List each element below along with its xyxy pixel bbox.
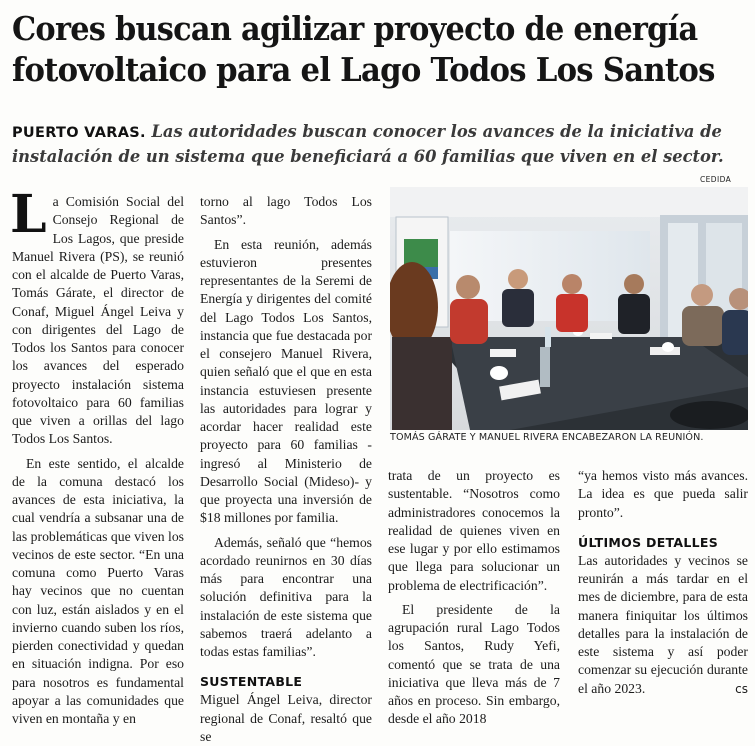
headline-line-1: Cores buscan agilizar proyecto de energía <box>12 9 698 48</box>
paragraph-10 <box>578 552 748 698</box>
article-column-2 <box>200 193 372 746</box>
drop-cap: L <box>10 184 47 245</box>
article-column-4 <box>578 467 748 698</box>
article-column-1 <box>10 184 184 728</box>
paragraph-4: En esta reunión, además estuvieron presentes representantes de la Seremi de Energía y dirigentes del comité del Lago Todos Los Santos, instancia que fue destacada por el consejero Manuel Rivera, quien señaló que el que en esta instancia estuviesen presente las autoridades para lograr y acordar hacer realidad este proyecto para 60 familias - ingresó al Ministerio de Desarrollo Social (Mideso)- y que proyecta una inversión de $18 millones por familia. <box>200 236 372 526</box>
photo-credit: CEDIDA <box>700 175 732 184</box>
subhead-ultimos-detalles: ÚLTIMOS DETALLES <box>578 534 719 550</box>
headline-line-2: fotovoltaico para el Lago Todos Los Santos <box>12 50 715 89</box>
paragraph-8: El presidente de la agrupación rural Lago Todos los Santos, Rudy Yefi, comentó que se trata de una iniciativa que lleva más de 7 años en proceso. Sin embargo, desde el año 2018 <box>388 601 560 727</box>
paragraph-2: En este sentido, el alcalde de la comuna destacó los avances de esta iniciativa, la cual vendría a subsanar una de las problemáticas que viven los vecinos de este sector. “En una comuna como Puerto Varas hay vecinos que no cuentan con luz, están aislados y en el invierno cuando suben los ríos, pierden conectividad y quedan en situación indigna. Por eso para nosotros es fundamental apoyar a las comunidades que viven en montaña y en <box>12 455 184 726</box>
deck-kicker: PUERTO VARAS. <box>12 125 146 141</box>
paragraph-3: torno al lago Todos Los Santos”. <box>200 194 372 228</box>
paragraph-5: Además, señaló que “hemos acordado reunirnos en 30 días más para encontrar una solución definitiva para la instalación de este sistema que sabemos traerá adelanto a todas estas familias”. <box>200 534 372 659</box>
end-mark-icon: cs <box>735 681 748 696</box>
photo-caption: TOMÁS GÁRATE Y MANUEL RIVERA ENCABEZARON LA REUNIÓN. <box>390 432 704 443</box>
headline <box>12 8 747 90</box>
paragraph-9: “ya hemos visto más avances. La idea es que pueda salir pronto”. <box>578 468 748 520</box>
subhead-sustentable: SUSTENTABLE <box>200 674 303 690</box>
paragraph-7: trata de un proyecto es sustentable. “Nosotros como administradores conocemos la realidad de quienes viven en ese lugar y por ello estimamos que llega para solucionar un problema de electrificación”. <box>388 468 560 593</box>
article-column-3 <box>388 467 560 729</box>
meeting-photo <box>390 187 748 430</box>
paragraph-6: Miguel Ángel Leiva, director regional de Conaf, resaltó que se <box>200 692 372 744</box>
deck-text: Las autoridades buscan conocer los avances de la iniciativa de instalación de un sistema que beneficiará a 60 familias que viven en el sector. <box>12 122 724 166</box>
paragraph-10-text: Las autoridades y vecinos se reunirán a más tardar en el mes de diciembre, para de esta manera finiquitar los últimos detalles para la instalación de este sistema y así poder comenzar su ejecución durante el año 2023. <box>578 552 748 696</box>
paragraph-1: a Comisión Social del Consejo Regional de Los Lagos, que preside Manuel Rivera (PS), se reunió con el alcalde de Puerto Varas, Tomás Gárate, el director de Conaf, Miguel Ángel Leiva y con dirigentes del Lago de Todos los Santos para conocer los avances del esperado proyecto instalación sistema fotovoltaico para 60 familias que viven a orillas del lago Todos Los Santos. <box>12 194 184 447</box>
deck <box>12 120 744 169</box>
